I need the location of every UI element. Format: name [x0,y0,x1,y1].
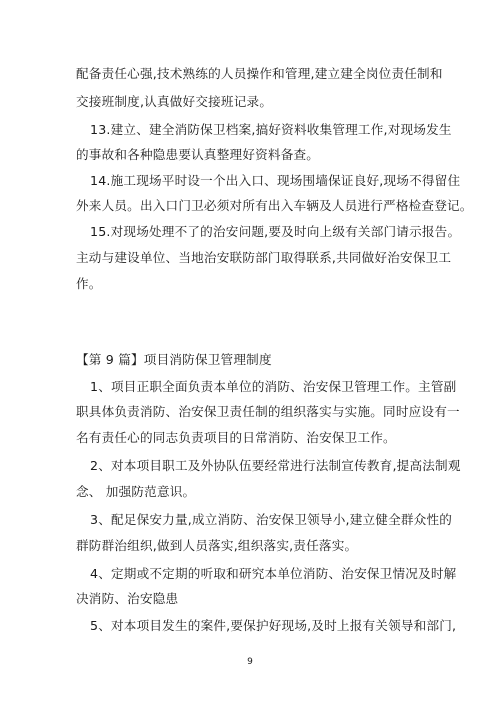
text-line: 外来人员。出入口门卫必须对所有出入车辆及人员进行严格检查登记。 [76,198,473,213]
text-line: 职具体负责消防、治安保卫责任制的组织落实与实施。同时应设有一 [76,404,460,419]
text-line: 念、 加强防范意识。 [76,484,196,499]
text-line: 主动与建设单位、当地治安联防部门取得联系,共同做好治安保卫工 [76,250,452,265]
text-line: 的事故和各种隐患要认真整理好资料备查。 [76,147,320,162]
text-line: 名有责任心的同志负责项目的日常消防、治安保卫工作。 [76,430,396,445]
text-line: 3、配足保安力量,成立消防、治安保卫领导小,建立健全群众性的 [90,512,453,527]
text-line: 配备责任心强,技术熟练的人员操作和管理,建立建全岗位责任制和 [76,66,443,81]
text-line: 13.建立、建全消防保卫档案,搞好资料收集管理工作,对现场发生 [90,122,452,137]
text-line: 5、对本项目发生的案件,要保护好现场,及时上报有关领导和部门, [90,618,457,633]
text-line: 群防群治组织,做到人员落实,组织落实,责任落实。 [76,538,358,553]
text-line: 交接班制度,认真做好交接班记录。 [76,94,273,109]
text-line: 4、定期或不定期的听取和研究本单位消防、治安保卫情况及时解 [90,566,457,581]
page-number: 9 [247,657,253,667]
text-line: 决消防、治安隐患 [76,591,179,606]
section-heading: 【第 9 篇】项目消防保卫管理制度 [76,352,272,367]
text-line: 1、项目正职全面负责本单位的消防、治安保卫管理工作。主管副 [90,379,457,394]
text-line: 2、对本项目职工及外协队伍要经常进行法制宣传教育,提高法制观 [90,458,461,473]
text-line: 作。 [76,276,102,291]
text-line: 14.施工现场平时设一个出入口、现场围墙保证良好,现场不得留住 [90,173,461,188]
text-line: 15.对现场处理不了的治安问题,要及时向上级有关部门请示报告。 [90,224,461,239]
